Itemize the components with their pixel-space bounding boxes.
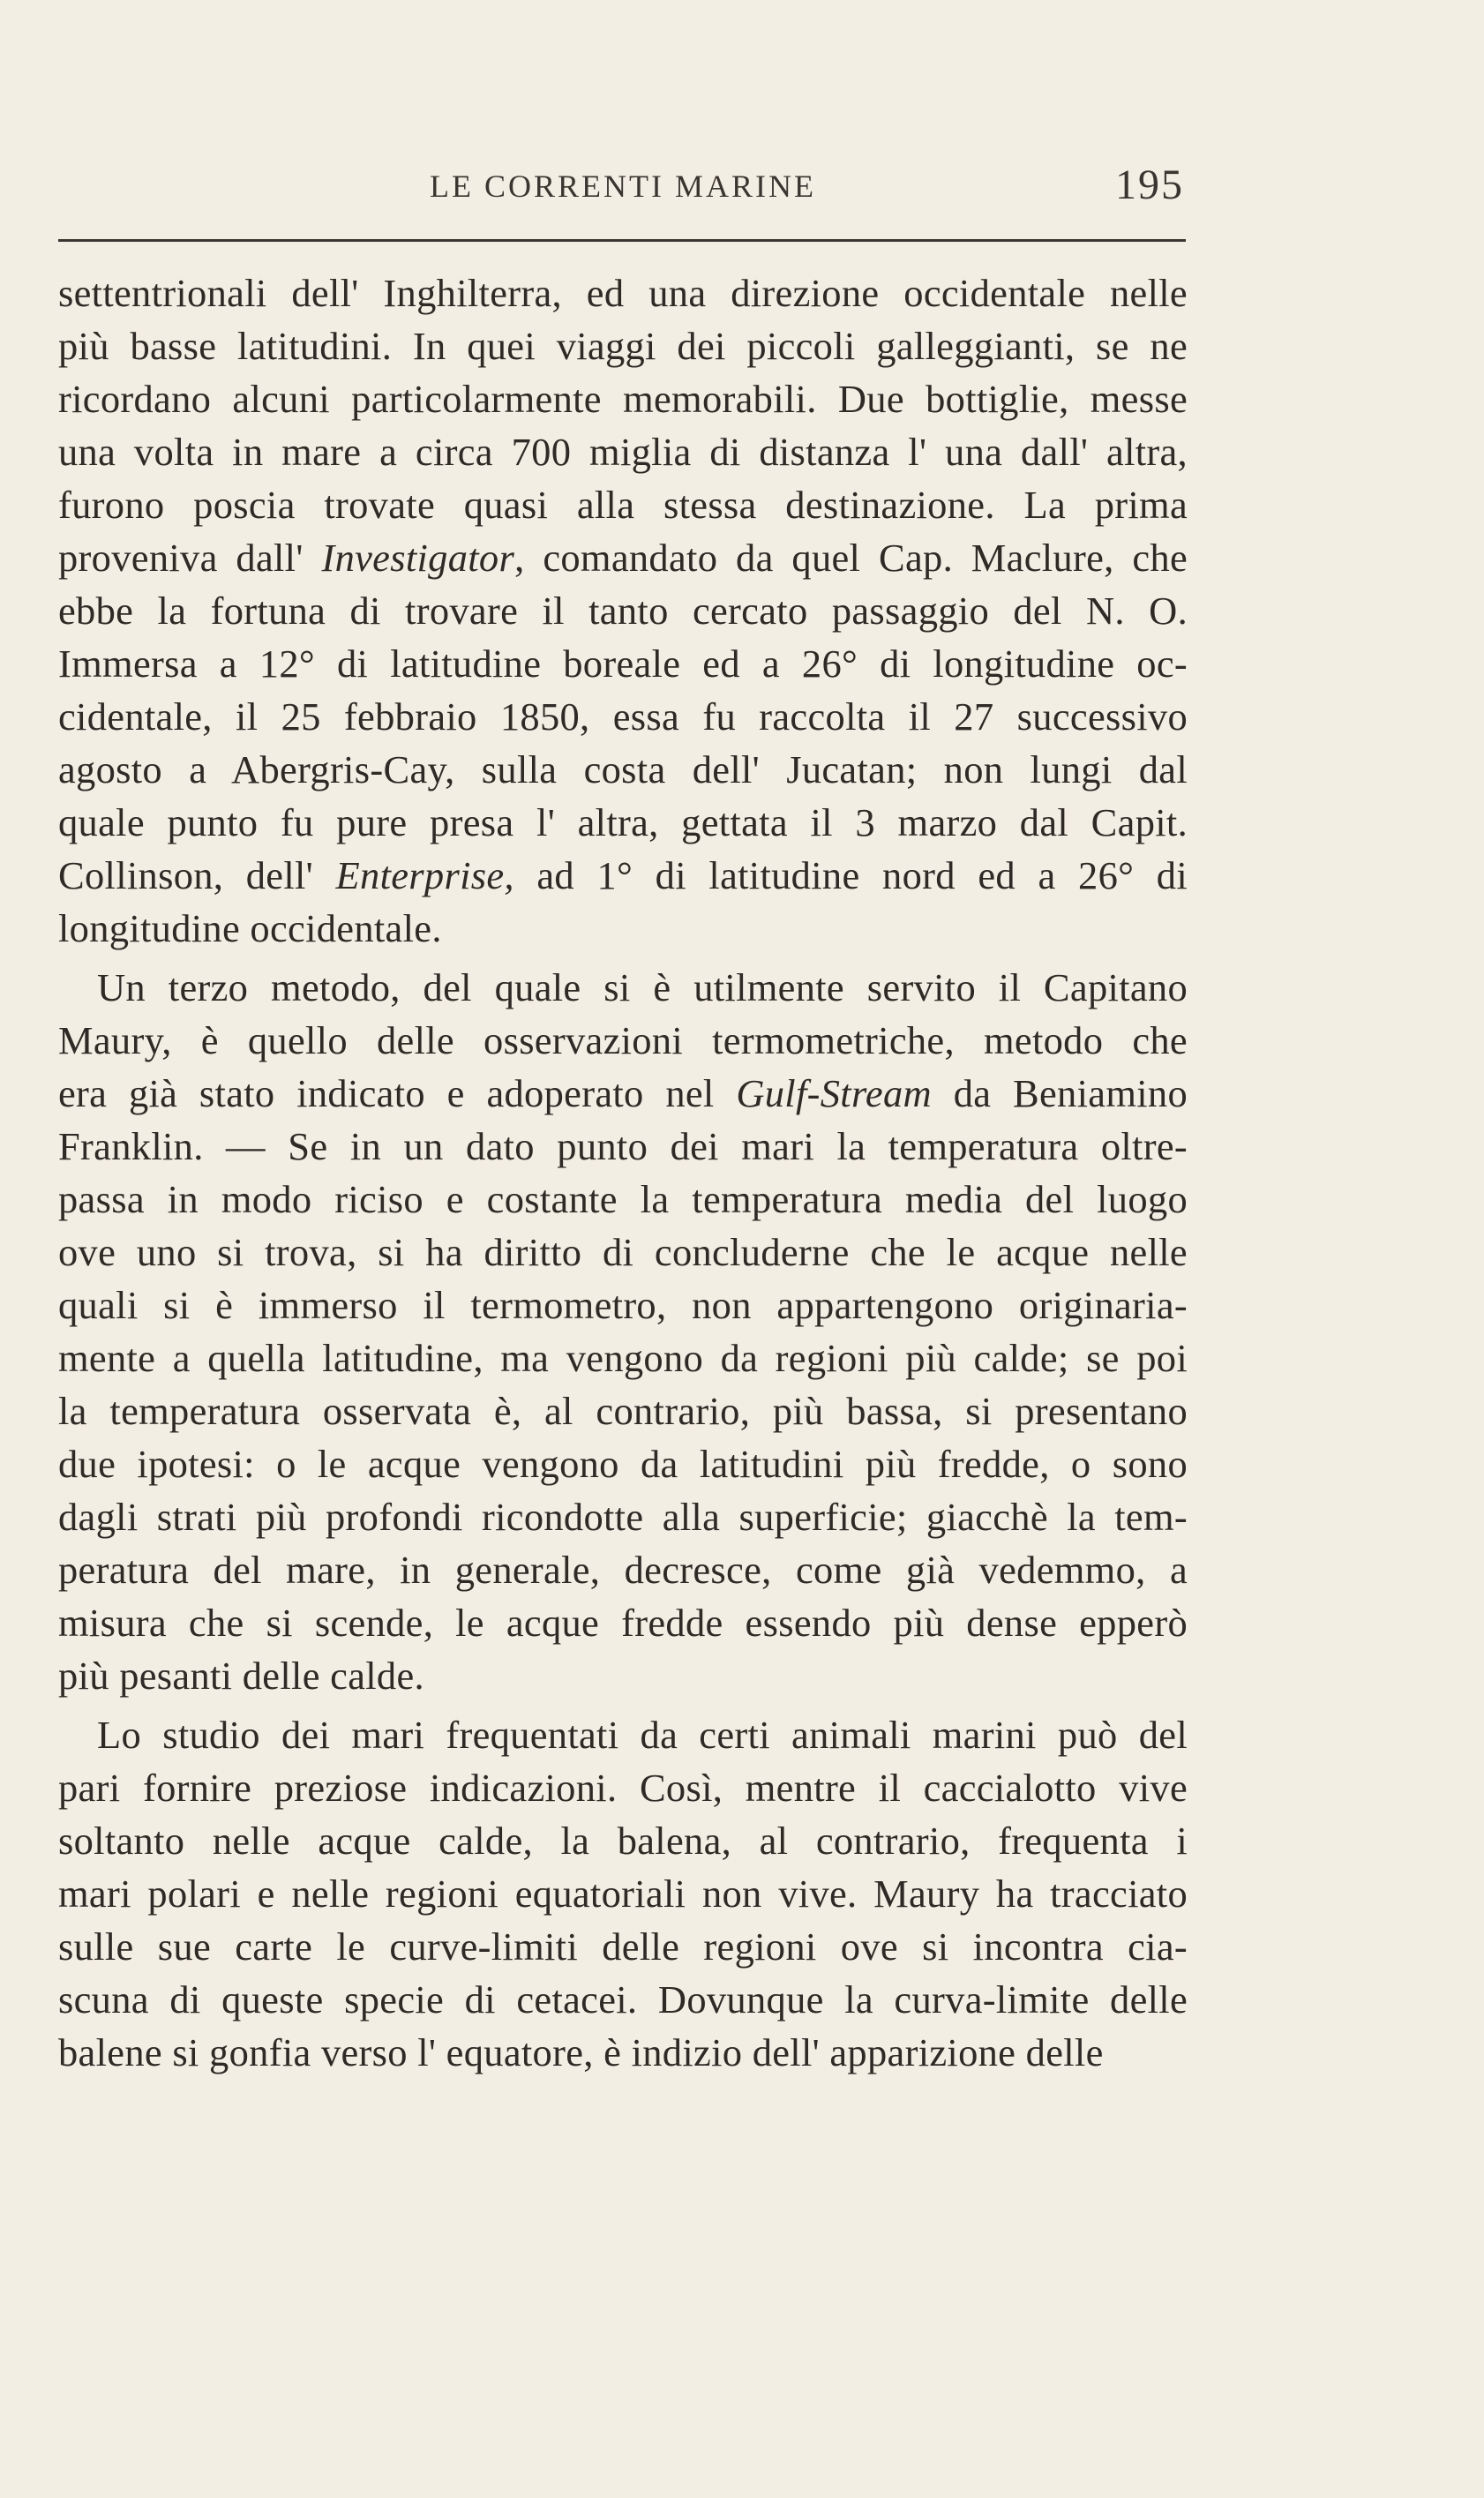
text-segment: furono poscia trovate quasi alla stessa destinazione. La prima — [58, 483, 1188, 527]
text-line — [58, 1384, 1188, 1437]
text-segment: quali si è immerso il termometro, non appartengono originaria- — [58, 1283, 1188, 1327]
text-line — [58, 1814, 1188, 1867]
text-segment: ricordano alcuni particolarmente memorabili. Due bottiglie, messe — [58, 377, 1188, 421]
text-line — [58, 1708, 1188, 1761]
text-segment: Immersa a 12° di latitudine boreale ed a 26° di longitudine oc- — [58, 641, 1188, 686]
header-rule — [58, 239, 1186, 242]
text-segment: scuna di queste specie di cetacei. Dovunque la curva-limite delle — [58, 1977, 1188, 2022]
running-head — [58, 157, 1188, 210]
text-line — [58, 1543, 1188, 1596]
text-segment: ebbe la fortuna di trovare il tanto cercato passaggio del N. O. — [58, 589, 1188, 633]
text-line — [58, 690, 1188, 743]
text-line — [58, 849, 1188, 902]
text-line — [58, 1490, 1188, 1543]
text-segment: pari fornire preziose indicazioni. Così, mentre il caccialotto vive — [58, 1766, 1188, 1810]
text-segment: settentrionali dell' Inghilterra, ed una direzione occidentale nelle — [58, 271, 1188, 315]
text-line — [58, 1437, 1188, 1490]
text-line — [58, 1867, 1188, 1920]
text-line — [58, 1014, 1188, 1067]
text-line — [58, 1279, 1188, 1332]
text-segment: da Beniamino — [931, 1071, 1188, 1115]
text-line — [58, 372, 1188, 425]
text-segment: misura che si scende, le acque fredde essendo più dense epperò — [58, 1601, 1188, 1645]
page-number: 195 — [1115, 161, 1184, 208]
text-line — [58, 1067, 1188, 1120]
text-segment: Franklin. — Se in un dato punto dei mari la temperatura oltre- — [58, 1124, 1188, 1168]
text-segment: proveniva dall' — [58, 536, 322, 580]
running-head-title: LE CORRENTI MARINE — [430, 169, 816, 204]
text-line — [58, 637, 1188, 690]
text-line — [58, 478, 1188, 531]
text-line — [58, 1226, 1188, 1279]
text-segment: cidentale, il 25 febbraio 1850, essa fu raccolta il 27 successivo — [58, 694, 1188, 739]
text-line — [58, 319, 1188, 372]
text-line — [58, 1920, 1188, 1973]
text-line — [58, 1761, 1188, 1814]
text-segment: ove uno si trova, si ha diritto di concluderne che le acque nelle — [58, 1230, 1188, 1274]
text-segment: quale punto fu pure presa l' altra, gettata il 3 marzo dal Capit. — [58, 800, 1188, 844]
text-segment: Lo studio dei mari frequentati da certi animali marini può del — [97, 1713, 1188, 1757]
text-segment: peratura del mare, in generale, decresce, come già vedemmo, a — [58, 1548, 1188, 1592]
text-line — [58, 743, 1188, 796]
text-line — [58, 266, 1188, 319]
text-segment: soltanto nelle acque calde, la balena, al contrario, frequenta i — [58, 1819, 1188, 1863]
text-segment: Maury, è quello delle osservazioni termometriche, metodo che — [58, 1018, 1188, 1062]
text-segment: era già stato indicato e adoperato nel — [58, 1071, 737, 1115]
text-line — [58, 584, 1188, 637]
text-segment: mari polari e nelle regioni equatoriali non vive. Maury ha tracciato — [58, 1872, 1188, 1916]
text-segment: ad 1° di latitudine nord ed a 26° di — [513, 853, 1188, 897]
text-segment: sulle sue carte le curve-limiti delle regioni ove si incontra cia- — [58, 1924, 1188, 1969]
text-line — [58, 1332, 1188, 1384]
text-segment: la temperatura osservata è, al contrario, più bassa, si presentano — [58, 1389, 1188, 1433]
text-segment: più pesanti delle calde. — [58, 1654, 424, 1698]
italic-text: Gulf-Stream — [736, 1071, 932, 1115]
text-line — [58, 961, 1188, 1014]
text-line — [58, 425, 1188, 478]
text-line — [58, 796, 1188, 849]
text-segment: passa in modo riciso e costante la temperatura media del luogo — [58, 1177, 1188, 1221]
text-segment: agosto a Abergris-Cay, sulla costa dell' Jucatan; non lungi dal — [58, 747, 1188, 791]
text-line — [58, 2026, 1188, 2079]
text-line — [58, 531, 1188, 584]
text-segment: mente a quella latitudine, ma vengono da regioni più calde; se poi — [58, 1336, 1188, 1380]
text-segment: , comandato da quel Cap. Maclure, che — [514, 536, 1188, 580]
text-segment: dagli strati più profondi ricondotte alla superficie; giacchè la tem- — [58, 1495, 1188, 1539]
text-line — [58, 1973, 1188, 2026]
text-segment: longitudine occidentale. — [58, 906, 442, 950]
body-text — [58, 266, 1188, 2079]
text-line — [58, 902, 1188, 955]
text-line — [58, 1649, 1188, 1702]
text-segment: Collinson, dell' — [58, 853, 336, 897]
text-segment: Un terzo metodo, del quale si è utilmente servito il Capitano — [97, 965, 1188, 1009]
text-segment: più basse latitudini. In quei viaggi dei piccoli galleggianti, se ne — [58, 324, 1188, 368]
text-segment: due ipotesi: o le acque vengono da latitudini più fredde, o sono — [58, 1442, 1188, 1486]
text-segment: una volta in mare a circa 700 miglia di distanza l' una dall' altra, — [58, 430, 1188, 474]
text-line — [58, 1120, 1188, 1173]
text-line — [58, 1596, 1188, 1649]
italic-text: Investigator — [321, 536, 515, 580]
text-segment: balene si gonfia verso l' equatore, è indizio dell' apparizione delle — [58, 2030, 1104, 2074]
italic-text: Enterprise, — [335, 853, 514, 897]
text-line — [58, 1173, 1188, 1226]
